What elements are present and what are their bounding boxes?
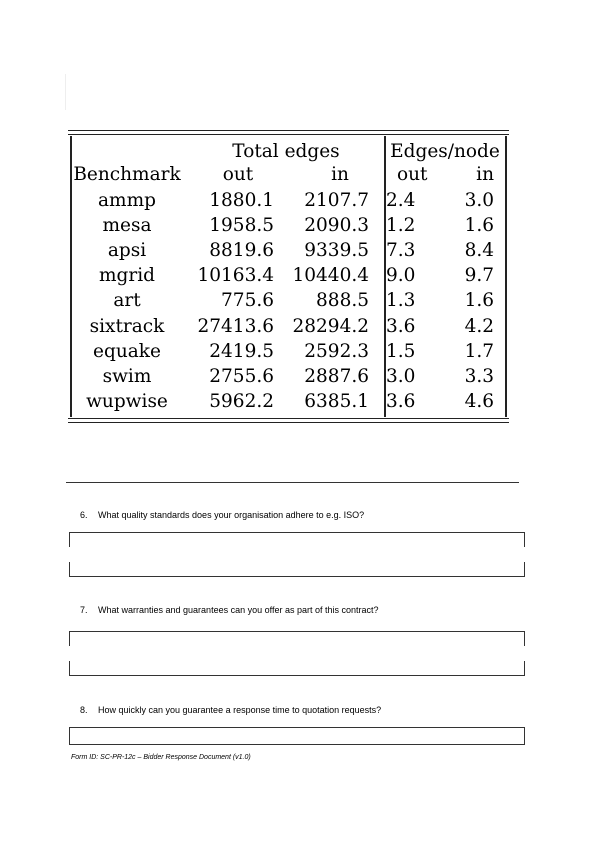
cell-total-in: 2107.7 xyxy=(304,190,369,211)
answer-6-field-top[interactable] xyxy=(69,532,525,547)
cell-node-in: 1.6 xyxy=(464,290,494,312)
cell-benchmark: mgrid xyxy=(99,265,155,287)
cell-node-in: 3.3 xyxy=(464,365,494,387)
column-header-benchmark: Benchmark xyxy=(73,164,181,185)
cell-node-in: 3.0 xyxy=(464,190,494,211)
cell-total-in: 2090.3 xyxy=(304,215,369,237)
cell-node-in: 8.4 xyxy=(464,240,494,262)
table-bottom-rule xyxy=(68,422,509,423)
question-text: How quickly can you guarantee a response time to quotation requests? xyxy=(98,705,382,715)
column-header-total-out: out xyxy=(222,164,254,185)
cell-benchmark: equake xyxy=(93,340,161,362)
cell-node-out: 1.3 xyxy=(386,290,416,312)
cell-benchmark: art xyxy=(113,290,141,312)
question-number: 6. xyxy=(80,510,88,520)
answer-8-field[interactable] xyxy=(69,727,525,745)
header-total-edges: Total edges xyxy=(232,141,340,162)
cell-total-in: 2887.6 xyxy=(304,365,369,387)
cell-benchmark: sixtrack xyxy=(89,315,165,337)
cell-total-out: 2755.6 xyxy=(209,365,274,387)
question-number: 7. xyxy=(80,605,88,615)
table-top-rule-inner xyxy=(68,134,509,135)
cell-total-in: 888.5 xyxy=(316,290,369,312)
header-edges-per-node: Edges/node xyxy=(390,141,500,162)
answer-7-field-top[interactable] xyxy=(69,631,525,646)
cell-benchmark: ammp xyxy=(98,190,156,211)
cell-node-in: 9.7 xyxy=(464,265,494,287)
benchmark-table xyxy=(68,130,509,423)
cell-total-out: 2419.5 xyxy=(209,340,274,362)
question-number: 8. xyxy=(80,705,88,715)
cell-node-out: 1.2 xyxy=(386,215,416,237)
table-right-border xyxy=(505,136,507,417)
cell-node-in: 1.7 xyxy=(464,340,494,362)
cell-total-out: 775.6 xyxy=(221,290,274,312)
cell-total-out: 8819.6 xyxy=(209,240,274,262)
cell-total-out: 10163.4 xyxy=(197,265,274,287)
cell-node-out: 9.0 xyxy=(386,265,416,287)
question-text: What warranties and guarantees can you offer as part of this contract? xyxy=(98,605,379,615)
cell-total-in: 2592.3 xyxy=(304,340,369,362)
column-header-node-out: out xyxy=(397,164,428,185)
cell-total-in: 28294.2 xyxy=(292,315,369,337)
form-id-footer: Form ID: SC-PR-12c – Bidder Response Document (v1.0) xyxy=(71,754,251,761)
cell-total-out: 1880.1 xyxy=(209,190,274,211)
scan-artifact xyxy=(65,74,66,110)
cell-total-in: 10440.4 xyxy=(292,265,369,287)
question-text: What quality standards does your organisation adhere to e.g. ISO? xyxy=(98,510,365,520)
cell-total-out: 5962.2 xyxy=(209,390,274,412)
table-bottom-rule-inner xyxy=(68,418,509,419)
cell-total-in: 6385.1 xyxy=(304,390,369,412)
question-6 xyxy=(80,510,364,520)
cell-node-in: 1.6 xyxy=(464,215,494,237)
cell-node-in: 4.6 xyxy=(464,390,494,412)
cell-node-out: 2.4 xyxy=(386,190,416,211)
answer-7-field-bottom[interactable] xyxy=(69,661,525,676)
column-header-total-in: in xyxy=(331,164,349,185)
cell-benchmark: wupwise xyxy=(86,390,168,412)
cell-benchmark: mesa xyxy=(102,215,152,237)
cell-node-out: 3.0 xyxy=(386,365,416,387)
cell-node-in: 4.2 xyxy=(464,315,494,337)
table-top-rule xyxy=(68,130,509,131)
cell-node-out: 3.6 xyxy=(386,390,416,412)
cell-total-in: 9339.5 xyxy=(304,240,369,262)
section-divider xyxy=(66,482,519,483)
cell-total-out: 1958.5 xyxy=(209,215,274,237)
cell-benchmark: swim xyxy=(102,365,152,387)
cell-node-out: 1.5 xyxy=(386,340,416,362)
column-header-node-in: in xyxy=(476,164,494,185)
answer-6-field-bottom[interactable] xyxy=(69,562,525,577)
question-7 xyxy=(80,605,379,615)
cell-total-out: 27413.6 xyxy=(197,315,274,337)
question-8 xyxy=(80,705,381,715)
cell-node-out: 3.6 xyxy=(386,315,416,337)
cell-node-out: 7.3 xyxy=(386,240,416,262)
cell-benchmark: apsi xyxy=(107,240,147,262)
